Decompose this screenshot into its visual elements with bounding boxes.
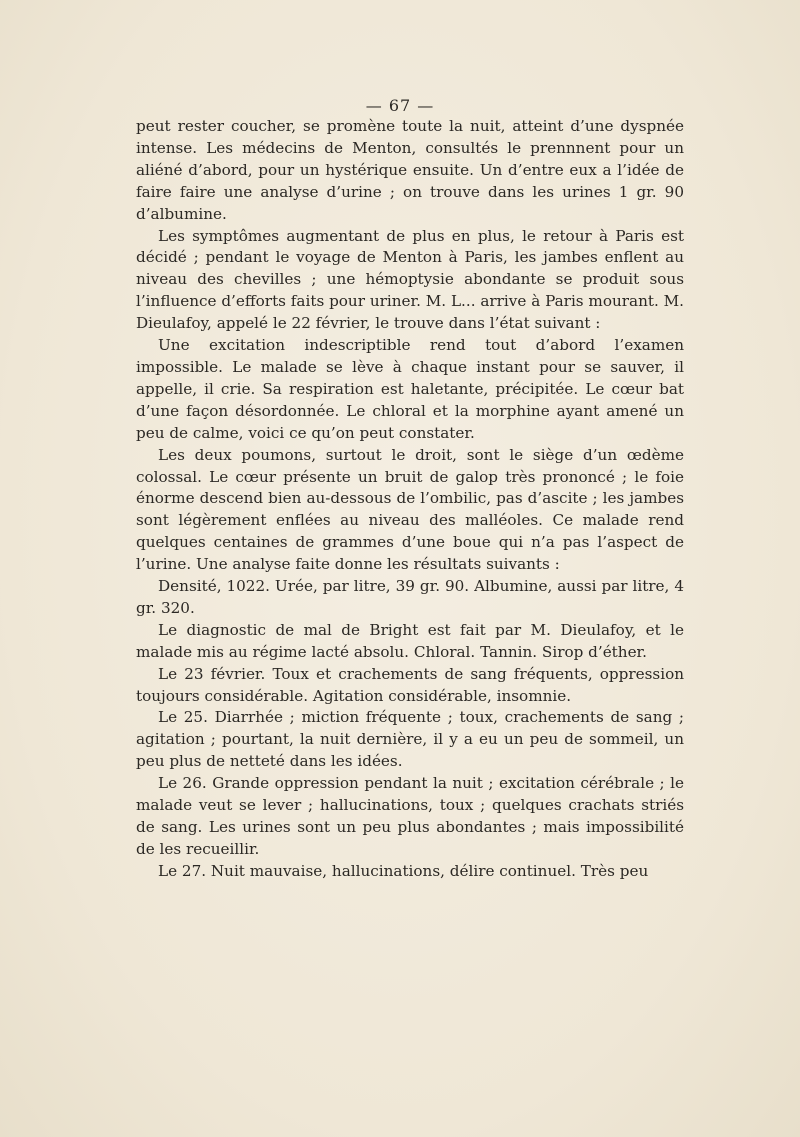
paragraph-6: Le diagnostic de mal de Bright est fait par M. Dieulafoy, et le malade mis au régime lacté absolu. Chloral. Tannin. Sirop d’éther. <box>136 620 684 661</box>
paragraph-9: Le 26. Grande oppression pendant la nuit ; excitation cérébrale ; le malade veut se lever ; hallucinations, toux ; quelques crachats striés de sang. Les urines sont un peu plus abondantes ; mais impossibilité de les recueillir. <box>136 774 684 858</box>
paragraph-8: Le 25. Diarrhée ; miction fréquente ; toux, crachements de sang ; agitation ; pourtant, la nuit dernière, il y a eu un peu de sommeil, un peu plus de netteté dans les idées. <box>136 708 684 771</box>
paragraph-7: Le 23 février. Toux et crachements de sang fréquents, oppression toujours considérable. Agitation considérable, insomnie. <box>136 664 684 705</box>
paragraph-3: Une excitation indescriptible rend tout d’abord l’examen impossible. Le malade se lève à chaque instant pour se sauver, il appelle, il crie. Sa respiration est haletante, précipitée. Le cœur bat d’une façon désordonnée. Le chloral et la morphine ayant amené un peu de calme, voici ce qu’on peut constater. <box>136 336 684 442</box>
paragraph-10: Le 27. Nuit mauvaise, hallucinations, délire continuel. Très peu <box>158 861 649 880</box>
paragraph-2: Les symptômes augmentant de plus en plus, le retour à Paris est décidé ; pendant le voyage de Menton à Paris, les jambes enflent au niveau des chevilles ; une hémoptysie abondante se produit sous l’influence d’efforts faits pour uriner. M. L... arrive à Paris mourant. M. Dieulafoy, appelé le 22 février, le trouve dans l’état suivant : <box>136 226 684 333</box>
page-number: — 67 — <box>365 96 435 115</box>
body-text <box>136 116 684 883</box>
paragraph-1: peut rester coucher, se promène toute la nuit, atteint d’une dyspnée intense. Les médecins de Menton, consultés le prennnent pour un aliéné d’abord, pour un hystérique ensuite. Un d’entre eux a l’idée de faire faire une analyse d’urine ; on trouve dans les urines 1 gr. 90 d’albumine. <box>136 117 684 223</box>
paragraph-5: Densité, 1022. Urée, par litre, 39 gr. 90. Albumine, aussi par litre, 4 gr. 320. <box>136 577 684 617</box>
paragraph-4: Les deux poumons, surtout le droit, sont le siège d’un œdème colossal. Le cœur présente un bruit de galop très prononcé ; le foie énorme descend bien au-dessous de l’ombilic, pas d’ascite ; les jambes sont légèrement enflées au niveau des malléoles. Ce malade rend quelques centaines de grammes d’une boue qui n’a pas l’aspect de l’urine. Une analyse faite donne les résultats suivants : <box>136 445 684 574</box>
